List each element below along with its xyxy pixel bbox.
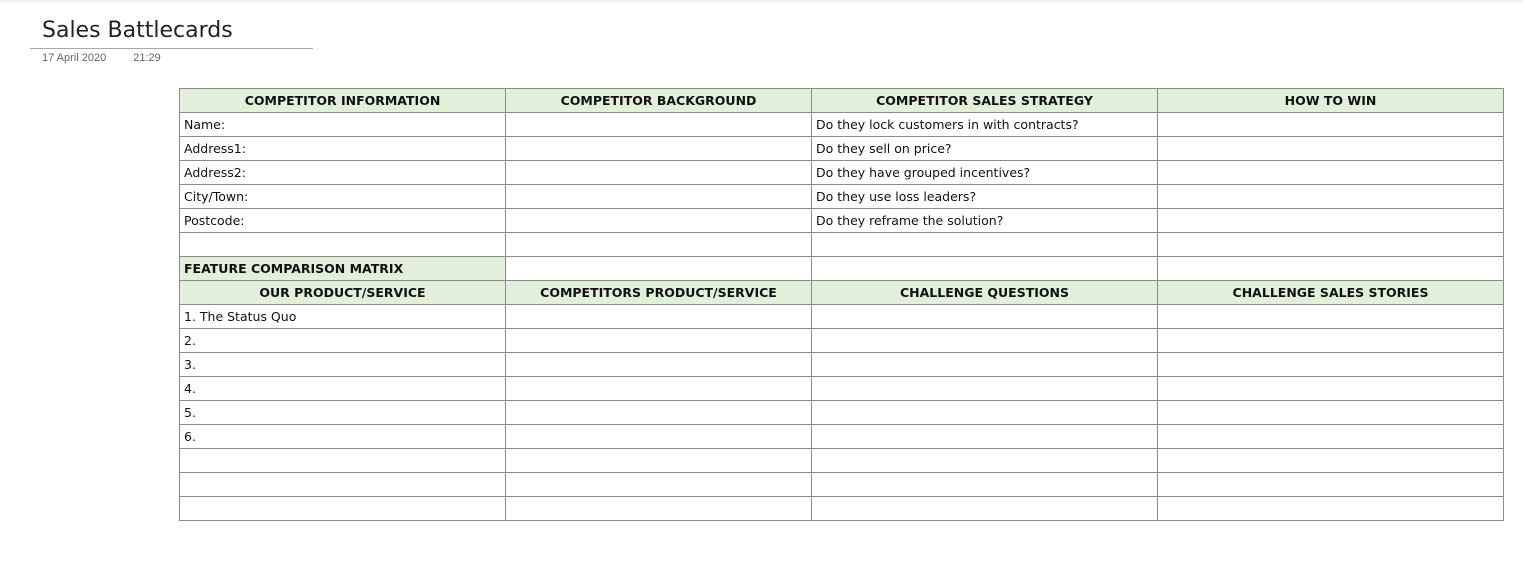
table-row [180, 113, 1504, 137]
table-cell[interactable] [812, 305, 1158, 329]
table-cell[interactable] [812, 425, 1158, 449]
battlecard-table-body [180, 89, 1504, 521]
table-cell[interactable] [1158, 113, 1504, 137]
table-cell[interactable] [812, 449, 1158, 473]
table-cell[interactable]: 4. [180, 377, 506, 401]
table-cell[interactable] [1158, 473, 1504, 497]
table-cell[interactable] [1158, 305, 1504, 329]
table-cell[interactable] [1158, 353, 1504, 377]
page-header [30, 14, 313, 64]
column-header[interactable]: OUR PRODUCT/SERVICE [180, 281, 506, 305]
table-cell[interactable] [1158, 257, 1504, 281]
table-cell[interactable] [506, 329, 812, 353]
column-header[interactable]: COMPETITOR SALES STRATEGY [812, 89, 1158, 113]
table-cell[interactable] [1158, 449, 1504, 473]
page-title[interactable]: Sales Battlecards [42, 18, 233, 43]
header-row [180, 89, 1504, 113]
table-cell[interactable] [812, 353, 1158, 377]
table-row [180, 473, 1504, 497]
table-cell[interactable]: Name: [180, 113, 506, 137]
table-cell[interactable] [180, 233, 506, 257]
table-cell[interactable] [1158, 401, 1504, 425]
window-top-border [0, 0, 1523, 2]
title-divider [30, 48, 313, 49]
matrix-header-row [180, 281, 1504, 305]
table-cell[interactable] [812, 473, 1158, 497]
battlecard-table [179, 88, 1504, 521]
table-cell[interactable]: City/Town: [180, 185, 506, 209]
table-cell[interactable] [506, 401, 812, 425]
table-cell[interactable] [812, 401, 1158, 425]
table-cell[interactable]: 6. [180, 425, 506, 449]
table-row [180, 233, 1504, 257]
column-header[interactable]: COMPETITORS PRODUCT/SERVICE [506, 281, 812, 305]
table-cell[interactable] [1158, 185, 1504, 209]
table-cell[interactable] [1158, 497, 1504, 521]
table-cell[interactable] [506, 353, 812, 377]
table-row [180, 425, 1504, 449]
table-cell[interactable] [180, 449, 506, 473]
table-cell[interactable] [812, 377, 1158, 401]
table-cell[interactable] [1158, 161, 1504, 185]
table-cell[interactable] [812, 233, 1158, 257]
table-cell[interactable] [1158, 425, 1504, 449]
table-cell[interactable]: Do they lock customers in with contracts? [812, 113, 1158, 137]
table-cell[interactable]: Do they sell on price? [812, 137, 1158, 161]
table-cell[interactable] [506, 425, 812, 449]
column-header[interactable]: HOW TO WIN [1158, 89, 1504, 113]
table-row [180, 329, 1504, 353]
table-cell[interactable]: 2. [180, 329, 506, 353]
matrix-title[interactable]: FEATURE COMPARISON MATRIX [180, 257, 506, 281]
table-cell[interactable] [506, 209, 812, 233]
table-row [180, 185, 1504, 209]
table-cell[interactable] [1158, 209, 1504, 233]
table-cell[interactable] [506, 257, 812, 281]
table-row [180, 209, 1504, 233]
table-cell[interactable]: 5. [180, 401, 506, 425]
table-cell[interactable] [506, 185, 812, 209]
table-cell[interactable] [506, 161, 812, 185]
column-header[interactable]: CHALLENGE SALES STORIES [1158, 281, 1504, 305]
table-cell[interactable]: Address2: [180, 161, 506, 185]
table-cell[interactable]: Do they have grouped incentives? [812, 161, 1158, 185]
table-cell[interactable] [506, 497, 812, 521]
column-header[interactable]: COMPETITOR BACKGROUND [506, 89, 812, 113]
table-row [180, 377, 1504, 401]
table-cell[interactable] [180, 473, 506, 497]
page-timestamp [30, 52, 313, 64]
table-cell[interactable]: Postcode: [180, 209, 506, 233]
page-time: 21:29 [133, 52, 161, 64]
page-date: 17 April 2020 [42, 52, 107, 64]
table-cell[interactable]: Do they reframe the solution? [812, 209, 1158, 233]
table-row [180, 161, 1504, 185]
table-cell[interactable] [812, 257, 1158, 281]
table-cell[interactable] [1158, 137, 1504, 161]
table-row [180, 401, 1504, 425]
table-cell[interactable] [180, 497, 506, 521]
column-header[interactable]: COMPETITOR INFORMATION [180, 89, 506, 113]
table-cell[interactable] [1158, 329, 1504, 353]
table-cell[interactable]: 3. [180, 353, 506, 377]
table-cell[interactable] [506, 473, 812, 497]
table-cell[interactable] [506, 449, 812, 473]
table-row [180, 449, 1504, 473]
table-cell[interactable] [812, 329, 1158, 353]
column-header[interactable]: CHALLENGE QUESTIONS [812, 281, 1158, 305]
table-row [180, 497, 1504, 521]
table-cell[interactable]: Address1: [180, 137, 506, 161]
table-cell[interactable] [506, 377, 812, 401]
table-cell[interactable] [506, 137, 812, 161]
table-cell[interactable] [506, 305, 812, 329]
table-row [180, 137, 1504, 161]
table-cell[interactable] [1158, 233, 1504, 257]
table-row [180, 353, 1504, 377]
table-row [180, 305, 1504, 329]
table-cell[interactable]: 1. The Status Quo [180, 305, 506, 329]
table-cell[interactable] [506, 113, 812, 137]
table-cell[interactable] [1158, 377, 1504, 401]
matrix-title-row [180, 257, 1504, 281]
table-cell[interactable]: Do they use loss leaders? [812, 185, 1158, 209]
table-cell[interactable] [506, 233, 812, 257]
table-cell[interactable] [812, 497, 1158, 521]
